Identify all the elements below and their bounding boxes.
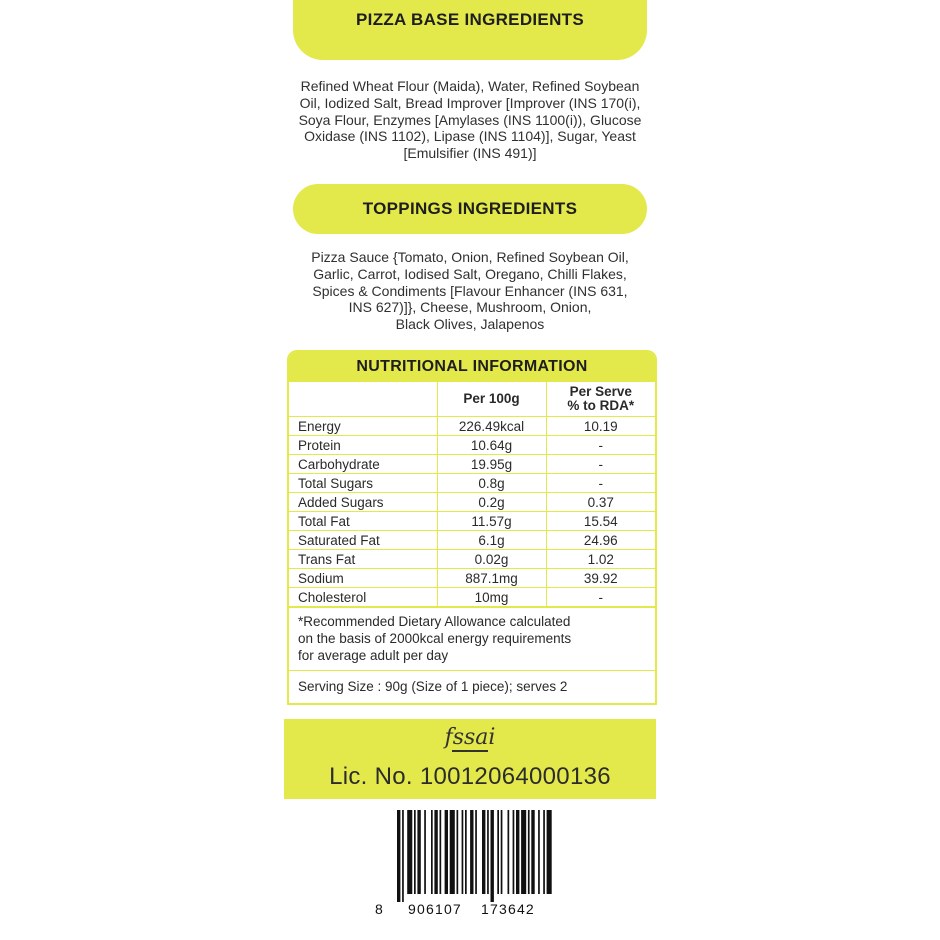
serving-size: Serving Size : 90g (Size of 1 piece); serves 2 [289,670,655,703]
barcode-bar [397,810,400,902]
footnote-line: *Recommended Dietary Allowance calculated [298,614,571,629]
barcode-digits-right: 173642 [481,901,535,917]
nutrient-name: Saturated Fat [289,531,437,550]
ingredient-line: Pizza Sauce {Tomato, Onion, Refined Soybean Oil, [311,249,629,265]
barcode-bar [491,810,494,902]
barcode-bar [531,810,534,894]
barcode-bar [497,810,499,894]
barcode-bar [521,810,526,894]
rda-value: 1.02 [546,550,655,569]
barcode-bar [407,810,412,894]
barcode-icon [375,810,555,902]
barcode-bar [434,810,437,894]
barcode-bar [547,810,552,894]
table-row [289,588,655,607]
barcode-bar [414,810,416,894]
per-100g-value: 0.8g [437,474,546,493]
table-row [289,531,655,550]
per-100g-value: 10.64g [437,436,546,455]
barcode-bar [445,810,448,894]
nutrient-name: Trans Fat [289,550,437,569]
ingredient-line: Spices & Condiments [Flavour Enhancer (INS 631, [312,282,628,299]
per-100g-value: 0.02g [437,550,546,569]
barcode-bar [501,810,503,894]
rda-value: 39.92 [546,569,655,588]
per-100g-value: 11.57g [437,512,546,531]
table-row [289,550,655,569]
fssai-license-box [284,719,656,799]
fssai-logo-underline [452,750,488,752]
barcode-bar [462,810,464,894]
rda-value: 24.96 [546,531,655,550]
ingredient-line: Refined Wheat Flour (Maida), Water, Refined Soybean [300,78,640,94]
barcode-bar [457,810,459,894]
barcode-bar [424,810,426,894]
per-serve-header-line2: % to RDA* [567,398,635,413]
nutrient-name: Total Fat [289,512,437,531]
per-100g-value: 6.1g [437,531,546,550]
per-serve-header-line1: Per Serve [569,384,632,399]
nutrient-name: Total Sugars [289,474,437,493]
barcode-bar [475,810,477,894]
pizza-base-heading [293,0,647,60]
footnote-line: for average adult per day [298,648,449,663]
rda-footnote [289,607,655,670]
ingredient-line: Garlic, Carrot, Iodised Salt, Oregano, Chilli Flakes, [313,265,627,282]
barcode-bar [482,810,485,894]
nutrient-name: Added Sugars [289,493,437,512]
ingredient-line: Soya Flour, Enzymes [Amylases (INS 1100(i)), Glucose [298,111,642,128]
barcode-digit-first: 8 [375,901,383,917]
table-row [289,455,655,474]
footnote-line: on the basis of 2000kcal energy requirements [298,631,572,646]
nutrient-name: Cholesterol [289,588,437,607]
barcode-bar [450,810,455,894]
nutrition-panel [287,350,657,705]
barcode-bar [440,810,442,894]
table-row [289,436,655,455]
nutrient-header-cell [289,382,437,417]
barcode-bar [528,810,530,894]
barcode-bar [543,810,545,894]
barcode-bar [431,810,433,894]
rda-value: 15.54 [546,512,655,531]
nutrient-name: Sodium [289,569,437,588]
barcode-bar [470,810,473,894]
rda-value: - [546,588,655,607]
ingredient-line: INS 627)]}, Cheese, Mushroom, Onion, [348,299,592,316]
barcode-bar [402,810,404,902]
fssai-logo: fssai [444,725,496,750]
table-row [289,569,655,588]
barcode-bar [417,810,420,894]
rda-value: 10.19 [546,417,655,436]
toppings-heading [293,184,647,234]
barcode-bar [538,810,540,894]
table-row [289,474,655,493]
barcode-bar [508,810,510,894]
barcode-digits-left: 906107 [408,901,462,917]
rda-value: - [546,474,655,493]
nutrient-name: Carbohydrate [289,455,437,474]
ingredient-line: Black Olives, Jalapenos [395,316,545,333]
ingredient-line: Oxidase (INS 1102), Lipase (INS 1104)], Sugar, Yeast [304,128,636,145]
toppings-ingredients [278,249,662,333]
table-row [289,512,655,531]
toppings-heading-text: TOPPINGS INGREDIENTS [362,199,578,218]
per-100g-value: 226.49kcal [437,417,546,436]
table-row [289,493,655,512]
per-serve-header [546,382,655,417]
barcode-bar [513,810,515,894]
nutrient-name: Protein [289,436,437,455]
barcode-bar [487,810,489,894]
nutrient-name: Energy [289,417,437,436]
per-100g-header: Per 100g [437,382,546,417]
ingredient-line: Oil, Iodized Salt, Bread Improver [Improver (INS 170(i), [299,94,641,111]
per-100g-value: 19.95g [437,455,546,474]
nutrition-table [289,381,655,607]
rda-value: - [546,455,655,474]
nutrition-title: NUTRITIONAL INFORMATION [289,352,655,381]
rda-value: - [546,436,655,455]
table-row [289,417,655,436]
per-100g-value: 0.2g [437,493,546,512]
ingredient-line: [Emulsifier (INS 491)] [403,145,537,162]
table-header-row [289,382,655,417]
barcode-bar [465,810,467,894]
per-100g-value: 887.1mg [437,569,546,588]
license-number: Lic. No. 10012064000136 [329,763,611,790]
barcode-bar [516,810,519,894]
rda-value: 0.37 [546,493,655,512]
pizza-base-ingredients [278,78,662,162]
pizza-base-heading-text: PIZZA BASE INGREDIENTS [356,10,584,29]
per-100g-value: 10mg [437,588,546,607]
